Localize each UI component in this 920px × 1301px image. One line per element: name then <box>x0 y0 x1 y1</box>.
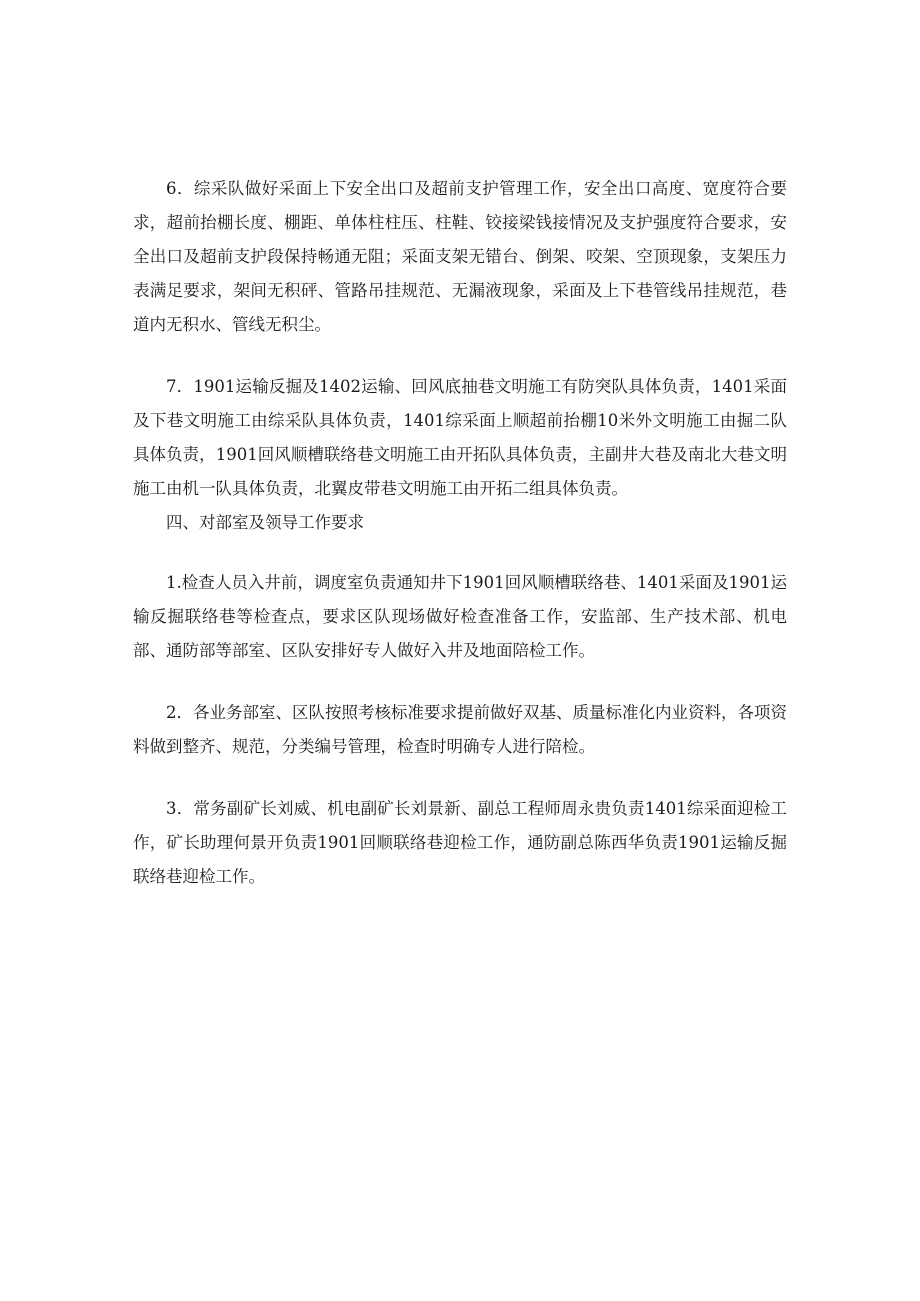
requirement-1: 1.检查人员入井前，调度室负责通知井下1901回风顺槽联络巷、1401采面及1901运输反掘联络巷等检查点，要求区队现场做好检查准备工作，安监部、生产技术部、机电部、通防部等部室、区队安排好专人做好入井及地面陪检工作。 <box>133 573 787 660</box>
paragraph-item-7: 7．1901运输反掘及1402运输、回风底抽巷文明施工有防突队具体负责，1401采面及下巷文明施工由综采队具体负责，1401综采面上顺超前抬棚10米外文明施工由掘二队具体负责，1901回风顺槽联络巷文明施工由开拓队具体负责，主副井大巷及南北大巷文明施工由机一队具体负责，北翼皮带巷文明施工由开拓二组具体负责。 <box>133 377 787 498</box>
document-body <box>133 172 787 894</box>
paragraph-item-6: 6．综采队做好采面上下安全出口及超前支护管理工作，安全出口高度、宽度符合要求，超前抬棚长度、棚距、单体柱柱压、柱鞋、铰接梁钱接情况及支护强度符合要求，安全出口及超前支护段保持畅通无阻；采面支架无错台、倒架、咬架、空顶现象，支架压力表满足要求，架间无积砰、管路吊挂规范、无漏液现象，采面及上下巷管线吊挂规范，巷道内无积水、管线无积尘。 <box>133 179 787 334</box>
section-heading: 四、对部室及领导工作要求 <box>166 513 364 532</box>
requirement-2: 2．各业务部室、区队按照考核标准要求提前做好双基、质量标准化内业资料，各项资料做到整齐、规范，分类编号管理，检查时明确专人进行陪检。 <box>133 703 787 756</box>
requirement-3: 3．常务副矿长刘威、机电副矿长刘景新、副总工程师周永贵负责1401综采面迎检工作，矿长助理何景开负责1901回顺联络巷迎检工作，通防副总陈西华负责1901运输反掘联络巷迎检工作。 <box>133 799 787 886</box>
